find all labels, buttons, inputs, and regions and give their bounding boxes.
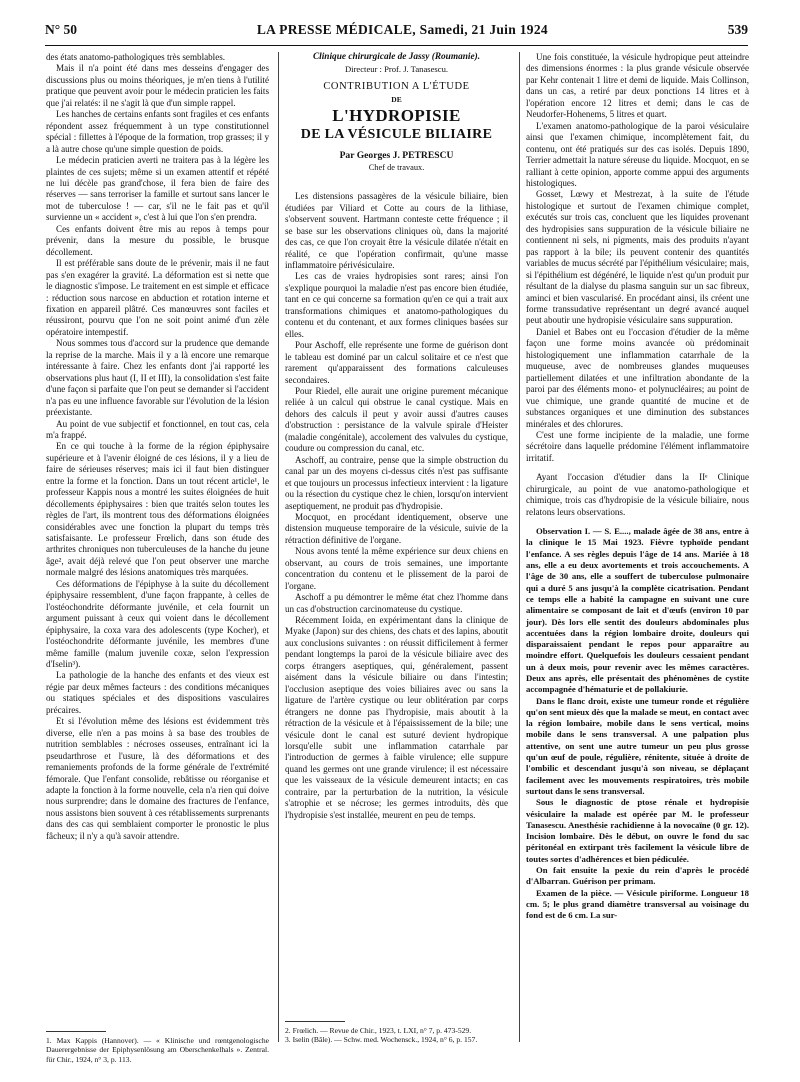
article-kicker: CONTRIBUTION A L'ÉTUDE bbox=[323, 81, 470, 93]
paragraph: Nous sommes tous d'accord sur la prudence que demande la reprise de la marche. Mais il y a là encore une remarque intéressante à faire. Chez les enfants dont j'ai rapporté les observations plus haut (I, II et III), la consolidation s'est faite d'une façon si parfaite que l'on peut se demander si l'accident n'a pas eu une influence favorable sur l'évolution de la lésion préexistante. bbox=[46, 338, 269, 418]
paragraph: Examen de la pièce. — Vésicule piriforme. Longueur 18 cm. 5; le plus grand diamètre transversal au voisinage du fond est de 6 cm. La sur- bbox=[526, 887, 749, 921]
paragraph: Daniel et Babes ont eu l'occasion d'étudier de la même façon une forme moins avancée où prédominait histologiquement une inflammation catarrhale de la muqueuse, avec de nombreuses glandes muqueuses partiellement dilatées et une infiltration abondante de la paroi par des éléments mono- et polynucléaires; au point de vue chimique, une grande quantité de mucine et de substances organiques et une diminution des substances minérales et des chlorures. bbox=[526, 326, 749, 429]
page-number: 539 bbox=[727, 22, 748, 37]
paragraph: Ces enfants doivent être mis au repos à temps pour prévenir, dans la mesure du possible, le brusque décollement. bbox=[46, 223, 269, 257]
paragraph: Nous avons tenté la même expérience sur deux chiens en observant, au cours de trois semaines, une importante concentration du contenu et le plissement de la paroi de l'organe. bbox=[285, 546, 508, 591]
page-header bbox=[45, 22, 748, 42]
paragraph: Aschoff, au contraire, pense que la simple obstruction du canal par un des moyens ci-dessus cités n'est pas suffisante et que toujours un processus infectieux intervient : la ligature ou la résection du cystique chez le chien, lorsqu'on intervient aseptiquement, ne produit pas d'hydropisie. bbox=[285, 454, 508, 511]
paragraph: Observation I. — S. E...., malade âgée de 38 ans, entre à la clinique le 15 Mai 1923. Fièvre typhoïde pendant l'enfance. A ses règles depuis l'âge de 14 ans. Mariée à 18 ans, elle a eu deux avortements et trois accouchements. A l'âge de 30 ans, elle a souffert de tuberculose pulmonaire qui a duré 5 ans jusqu'à la complète cicatrisation. Pendant ce temps elle a habité la campagne en suivant une cure alimentaire se composant de lait et d'œufs (environ 10 par jour). Dès lors elle sentit des douleurs abdominales plus accentuées dans la région lombaire droite, douleurs qui disparaissaient pendant le repos pour apparaître au moindre effort. Quelquefois les douleurs cessaient pendant un à deux mois, pour revenir avec les mêmes caractères. Deux ans après, elle présentait des phénomènes de cystite accompagnée d'hématurie et de pollakiurie. bbox=[526, 526, 749, 695]
paragraph: Sous le diagnostic de ptose rénale et hydropisie vésiculaire la malade est opérée par M. le professeur Tanasescu. Anesthésie rachidienne à la novocaïne (0 gr. 12). Incision lombaire. Dès le début, on ouvre le fond du sac péritonéal en extirpant très facilement la vésicule libre de toutes sortes d'adhérences et bien pédiculée. bbox=[526, 797, 749, 864]
paragraph: Aschoff a pu démontrer le même état chez l'homme dans un cas d'obstruction carcinomateuse du cystique. bbox=[285, 592, 508, 614]
paragraph: L'examen anatomo-pathologique de la paroi vésiculaire ainsi que l'examen chimique, incomplètement fait, du contenu, ont été pratiqués sur des cas isolés. Depuis 1890, Terrier admettait la nature séreuse du liquide. Mocquot, en se ralliant à cette opinion, apporte comme appui des arguments histologiques. bbox=[526, 120, 749, 188]
header-rule bbox=[45, 45, 748, 46]
paragraph: Gosset, Lœwy et Mestrezat, à la suite de l'étude histologique et surtout de l'examen chimique complet, exécutés sur trois cas, concluent que les liquides provenant des hydropisies sans suppuration de la vésicule biliaire ne contiennent ni sels, ni pigments, mais des produits n'ayant pas rapport à la bile; ils peuvent contenir des quantités variables de mucus sécrété par l'épithélium vésiculaire; mais, si l'épithélium est dégénéré, le liquide n'est qu'un produit pur résultant de la dialyse du plasma sanguin sur un sac fibreux, aminci et bien vascularisé. En procédant ainsi, ils créent une forme transsudative représentant un degré avancé auquel peut aboutir une hydropisie vésiculaire sans suppuration. bbox=[526, 189, 749, 326]
paragraph: Les hanches de certains enfants sont fragiles et ces enfants répondent assez fréquemment à un type constitutionnel spécial : fillettes à l'époque de la formation, trop grasses; il y a là autre chose qu'une simple question de poids. bbox=[46, 109, 269, 154]
paragraph: C'est une forme incipiente de la maladie, une forme sécrétoire dans laquelle prédomine l'élément inflammatoire irritatif. bbox=[526, 429, 749, 463]
paragraph: Dans le flanc droit, existe une tumeur ronde et régulière qu'on sent mieux dès que la malade se meut, en contact avec la région lombaire, mobile dans le sens vertical, moins mobile dans le sens transversal. A une palpation plus attentive, on sent une autre tumeur un peu plus grosse qu'un œuf de poule, régulière, rénitente, située à droite de l'ombilic et descendant jusqu'à son niveau, se déplaçant facilement avec les mouvements respiratoires, très mobile surtout dans le sens transversal. bbox=[526, 695, 749, 796]
footnote-rule bbox=[46, 1031, 106, 1032]
director-line: Directeur : Prof. J. Tanasescu. bbox=[344, 64, 449, 74]
paragraph: Les distensions passagères de la vésicule biliaire, bien étudiées par Viliard et Cotte au cours de la lithiase, s'observent souvent. Hartmann conteste cette fréquence ; il se base sur les observations cliniques où, dans la majorité des cas, ce que l'on croyait être la vésicule dilatée n'était en réalité, ce que l'opération confirmait, qu'une masse inflammatoire périvésiculaire. bbox=[285, 191, 508, 270]
clinic-name: Clinique chirurgicale de Jassy (Roumanie). bbox=[312, 52, 481, 62]
footnote: 3. Iselin (Bâle). — Schw. med. Wochensck., 1924, n° 6, p. 157. bbox=[285, 1035, 478, 1045]
footnotes-2 bbox=[285, 1026, 508, 1045]
article-subtitle: DE LA VÉSICULE BILIAIRE bbox=[300, 127, 493, 143]
paragraph: Récemment Ioida, en expérimentant dans la clinique de Myake (Japon) sur des chiens, des chats et des lapins, aboutit aux conclusions suivantes : on réussit difficilement à fermer pendant longtemps la paroi de la vésicule biliaire avec des corps étrangers aseptiques, qui, généralement, passent aisément dans la vésicule biliaire ou dans l'intestin; l'occlusion aseptique des voies biliaires avec ou sans la ligature de l'artère cystique ou leur oblitération par corps étrangers ne donne pas l'hydropisie, mais aboutit à la rétraction de la vésicule et à l'épaississement de la bile; une vésicule dont le canal est suturé devient hydropique lorsqu'elle subit une inflammation catarrhale par l'introduction de germes à faible virulence; elle suppure quand les germes ont une grande virulence; il est nécessaire que les vaisseaux de la vésicule demeurent intacts; en cas contraire, par la perturbation de la nutrition, la vésicule s'atrophie et se nécrose; les germes introduits, dès que l'hydropisie s'est installée, meurent en peu de temps. bbox=[285, 615, 508, 820]
paragraph: La pathologie de la hanche des enfants et des vieux est régie par deux mêmes facteurs : des conditions mécaniques ou statiques spéciales et des dispositions vasculaires précaires. bbox=[46, 670, 269, 715]
footnote: 2. Frœlich. — Revue de Chir., 1923, t. LXI, n° 7, p. 473-529. bbox=[285, 1026, 472, 1035]
column-separator bbox=[519, 52, 520, 1042]
column-1 bbox=[46, 52, 269, 842]
footnote-1: 1. Max Kappis (Hannover). — « Klinische und rœntgenologische Dauerergebnisse der Epiphysenlösung am Oberschenkelhals ». Zentral. für Chir., 1924, n° 3, p. 113. bbox=[46, 1036, 269, 1064]
paragraph: des états anatomo-pathologiques très semblables. bbox=[46, 52, 226, 62]
paragraph: Le médecin praticien averti ne traitera pas à la légère les plaintes de ces sujets; même si un examen attentif et répété ne lui décèle pas grand'chose, il fera bien de faire des réserves — sans terroriser la famille et surtout sans lancer le mot de tuberculose ! — car, s'il ne le fait pas et qu'il survienne un « accident », c'est à lui que l'on s'en prendra. bbox=[46, 155, 269, 223]
paragraph: Mais il n'a point été dans mes desseins d'engager des discussions plus ou moins théoriques, je m'en tiens à l'utilité pratique que peuvent avoir pour le médecin praticien les faits que j'ai relatés: il ne s'agit là que d'un simple rappel. bbox=[46, 63, 269, 108]
paragraph: Il est préférable sans doute de le prévenir, mais il ne faut pas s'en exagérer la gravité. La déformation est si nette que le diagnostic s'impose. Le traitement en est simple et efficace : réduction sous narcose en abduction et rotation interne et fixation en appareil plâtré. Ces manœuvres sont faciles et réussiront, pourvu que l'on ne soit point animé d'un zèle opératoire intempestif. bbox=[46, 258, 269, 337]
journal-title: LA PRESSE MÉDICALE, Samedi, 21 Juin 1924 bbox=[256, 22, 548, 37]
article-kicker-de: DE bbox=[391, 94, 402, 104]
paragraph: Ayant l'occasion d'étudier dans la IIᵉ Clinique chirurgicale, au point de vue anatomo-pathologique et chimique, trois cas d'hydropisie de la vésicule biliaire, nous relatons leurs observations. bbox=[526, 472, 749, 517]
footnote-rule bbox=[285, 1021, 345, 1022]
paragraph: Pour Riedel, elle aurait une origine purement mécanique reliée à un calcul qui obstrue le canal cystique. Mais en dehors des calculs il peut y avoir aussi d'autres causes d'obstruction : persistance de la valvule spirale d'Heister (maladie congénitale), accolement des valvules du cystique, coudure ou compression du canal, etc. bbox=[285, 385, 508, 454]
column-3 bbox=[526, 52, 749, 922]
paragraph: Au point de vue subjectif et fonctionnel, en tout cas, cela m'a frappé. bbox=[46, 418, 269, 440]
article-author: Par Georges J. PETRESCU bbox=[339, 150, 454, 162]
paragraph: On fait ensuite la pexie du rein d'après le procédé d'Albarran. Guérison per primam. bbox=[526, 865, 749, 887]
paragraph: Pour Aschoff, elle représente une forme de guérison dont le tableau est dominé par un calcul solitaire et ce n'est que rarement qu'apparaissent des formations calculeuses secondaires. bbox=[285, 340, 508, 385]
article-title: L'HYDROPISIE bbox=[332, 106, 461, 126]
issue-number: N° 50 bbox=[45, 22, 78, 37]
paragraph: Une fois constituée, la vésicule hydropique peut atteindre des dimensions énormes : la plus grande vésicule observée par Kehr contenait 1 litre et demi de liquide. Mais Collinson, dans un cas, a retiré par deux ponctions 14 litres et à l'opération encore 12 litres et demi; dans le cas de Neudorfer-Hohenems, 5 litres et quart. bbox=[526, 52, 749, 120]
paragraph: Ces déformations de l'épiphyse à la suite du décollement épiphysaire ressemblent, d'une façon frappante, à celles de l'ostéochondrite déformante juvénile, et cela fournit un argument puissant à ceux qui voient dans le décollement épiphysaire, la coxa vara des adolescents (type Kocher), et l'ostéochondrite déformante juvénile, les membres d'une même famille (malum juvenile coxæ, selon l'expression d'Iselin³). bbox=[46, 578, 269, 670]
paragraph: Et si l'évolution même des lésions est évidemment très diverse, elle n'en a pas moins à sa base des troubles de nutrition semblables : nécroses osseuses, entraînant ici la pseudarthrose et l'usure, là des déformations et des remaniements profonds de la forme générale de l'extrémité fémorale. Que l'enfant consolide, rebâtisse ou réorganise et adapte la fonction à la forme nouvelle, cela n'a rien qui doive nous surprendre; dans le domaine des fractures de l'enfance, nous assistons bien souvent à ces rétablissements surprenants dans des cas qui semblaient comporter le pronostic le plus fâcheux; il n'y a qu'à savoir attendre. bbox=[46, 716, 270, 841]
paragraph: Les cas de vraies hydropisies sont rares; ainsi l'on s'explique pourquoi la maladie n'est pas encore bien étudiée, tant en ce qui concerne sa formation qu'en ce qui a trait aux transformations chimiques et anatomo-pathologiques du contenu et du contenant, et aux formes cliniques basées sur elles. bbox=[285, 271, 508, 339]
paragraph: Mocquot, en procédant identiquement, observe une distension muqueuse temporaire de la vésicule, suivie de la rétraction définitive de l'organe. bbox=[285, 511, 508, 545]
column-separator bbox=[278, 52, 279, 1042]
paragraph: En ce qui touche à la forme de la région épiphysaire supérieure et à l'avenir éloigné de ces lésions, il y a lieu de faire de sérieuses réserves; mais ici il faut bien distinguer entre la forme et la fonction. Dans un tout récent article¹, le professeur Kappis nous a montré les suites éloignées de huit décollements épiphysaires : bien que traités selon toutes les règles de l'art, ils montrent tous des déformations éloignées considérables avec une fonction la plupart du temps très satisfaisante. Le professeur Frœlich, dans son étude des arthrites chroniques non tuberculeuses de la hanche du jeune âge², avait déjà relevé que l'on peut observer une marche normale malgré des lésions anatomiques très marquées. bbox=[46, 441, 269, 578]
author-role: Chef de travaux. bbox=[368, 162, 425, 172]
column-2 bbox=[285, 52, 508, 821]
observation-block bbox=[526, 526, 749, 921]
